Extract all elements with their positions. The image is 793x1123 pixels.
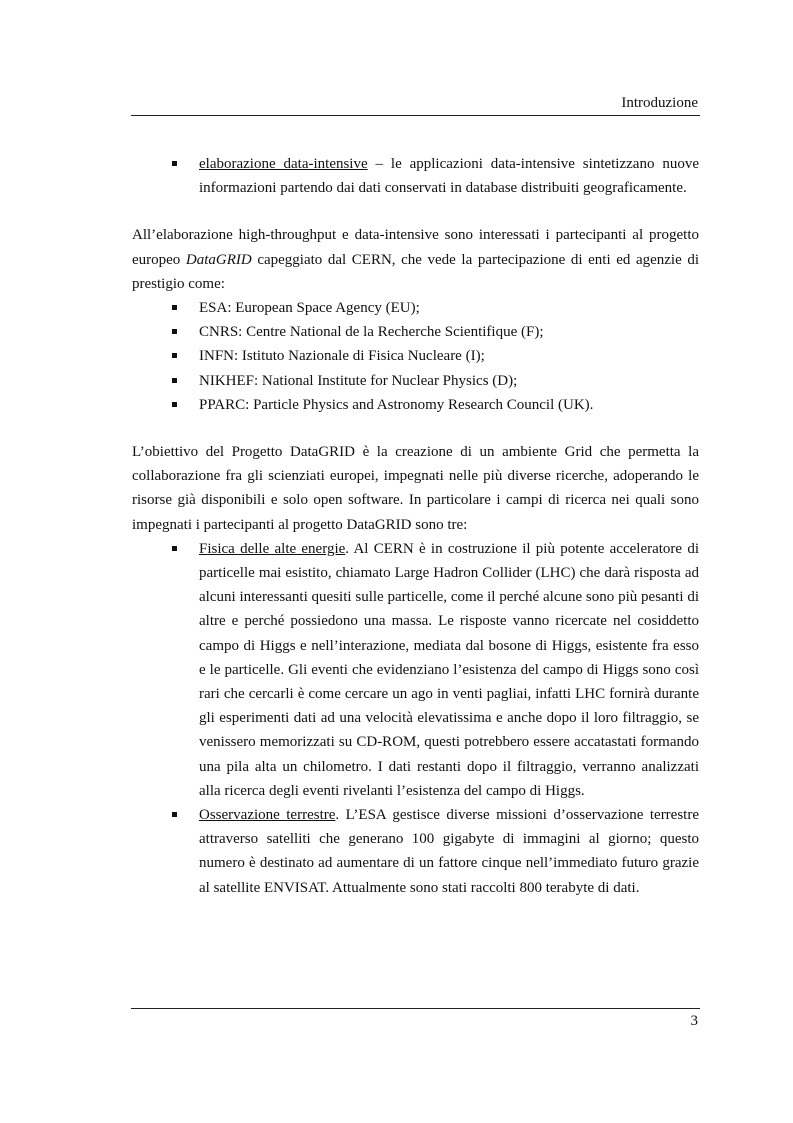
paragraph-text: capeggiato dal CERN, che vede la partecipazione di enti ed agenzie di prestigio come: <box>132 251 700 292</box>
research-fields-list <box>132 537 699 900</box>
square-bullet-icon <box>172 546 177 551</box>
bullet-text: – le applicazioni data-intensive sintetizzano nuove informazioni partendo dai dati conservati in database distribuiti geograficamente. <box>199 156 699 197</box>
square-bullet-icon <box>172 402 177 407</box>
body-content <box>132 152 699 900</box>
square-bullet-icon <box>172 353 177 358</box>
list-item <box>132 296 699 320</box>
square-bullet-icon <box>172 161 177 166</box>
square-bullet-icon <box>172 329 177 334</box>
agency-list <box>132 296 699 417</box>
bullet-term: elaborazione data-intensive <box>199 156 368 172</box>
agency-label: INFN: Istituto Nazionale di Fisica Nucleare (I); <box>199 348 485 365</box>
paragraph-datagrid-participants <box>132 223 699 296</box>
page-number: 3 <box>690 1013 698 1029</box>
field-text: . L’ESA gestisce diverse missioni d’osservazione terrestre attraverso satelliti che generano 100 gigabyte di immagini al giorno; questo numero è destinato ad aumentare di un fattore cinque nell’immediato futuro grazie al satellite ENVISAT. Attualmente sono stati raccolti 800 terabyte di dati. <box>199 807 699 896</box>
agency-label: NIKHEF: National Institute for Nuclear Physics (D); <box>199 372 518 389</box>
square-bullet-icon <box>172 305 177 310</box>
paragraph-datagrid-objective: L’obiettivo del Progetto DataGRID è la creazione di un ambiente Grid che permetta la collaborazione fra gli scienziati europei, impegnati nelle più diverse ricerche, adoperando le risorse già disponibili e solo open software. In particolare i campi di ricerca nei quali sono impegnati i partecipanti al progetto DataGRID sono tre: <box>132 444 699 533</box>
list-item <box>132 803 699 900</box>
list-item <box>132 152 699 200</box>
field-term: Osservazione terrestre <box>199 807 336 824</box>
project-name: DataGRID <box>185 251 252 268</box>
field-term: Fisica delle alte energie <box>199 540 346 557</box>
square-bullet-icon <box>172 378 177 383</box>
intro-bullet-list <box>132 152 699 200</box>
agency-label: PPARC: Particle Physics and Astronomy Research Council (UK). <box>199 396 594 413</box>
list-item <box>132 393 699 417</box>
field-text: . Al CERN è in costruzione il più potente acceleratore di particelle mai esistito, chiamato Large Hadron Collider (LHC) che darà risposta ad alcuni interessanti quesiti sulle particelle, come il perché alcune sono più pesanti di altre e perché possiedono una massa. Le risposte vanno ricercate nel cosiddetto campo di Higgs e nell’interazione, mediata dal bosone di Higgs, esistente fra esso e le particelle. Gli eventi che evidenziano l’esistenza del campo di Higgs sono così rari che cercarli è come cercare un ago in venti pagliai, infatti LHC fornirà durante gli esperimenti dati ad una velocità elevatissima e anche dopo il loro filtraggio, se venissero memorizzati su CD-ROM, questi potrebbero essere accatastati formando una pila alta un chilometro. I dati restanti dopo il filtraggio, verranno analizzati alla ricerca degli eventi rivelanti l’esistenza del campo di Higgs. <box>199 540 699 799</box>
list-item <box>132 537 699 803</box>
header-rule <box>131 115 700 116</box>
agency-label: ESA: European Space Agency (EU); <box>199 300 420 317</box>
agency-label: CNRS: Centre National de la Recherche Scientifique (F); <box>199 324 544 341</box>
list-item <box>132 344 699 368</box>
running-header-title: Introduzione <box>621 95 698 111</box>
footer-rule <box>131 1008 700 1009</box>
list-item <box>132 320 699 344</box>
paragraph-text: All’elaborazione high-throughput e data-intensive sono interessati i partecipanti al progetto europeo <box>132 227 699 268</box>
list-item <box>132 369 699 393</box>
square-bullet-icon <box>172 812 177 817</box>
